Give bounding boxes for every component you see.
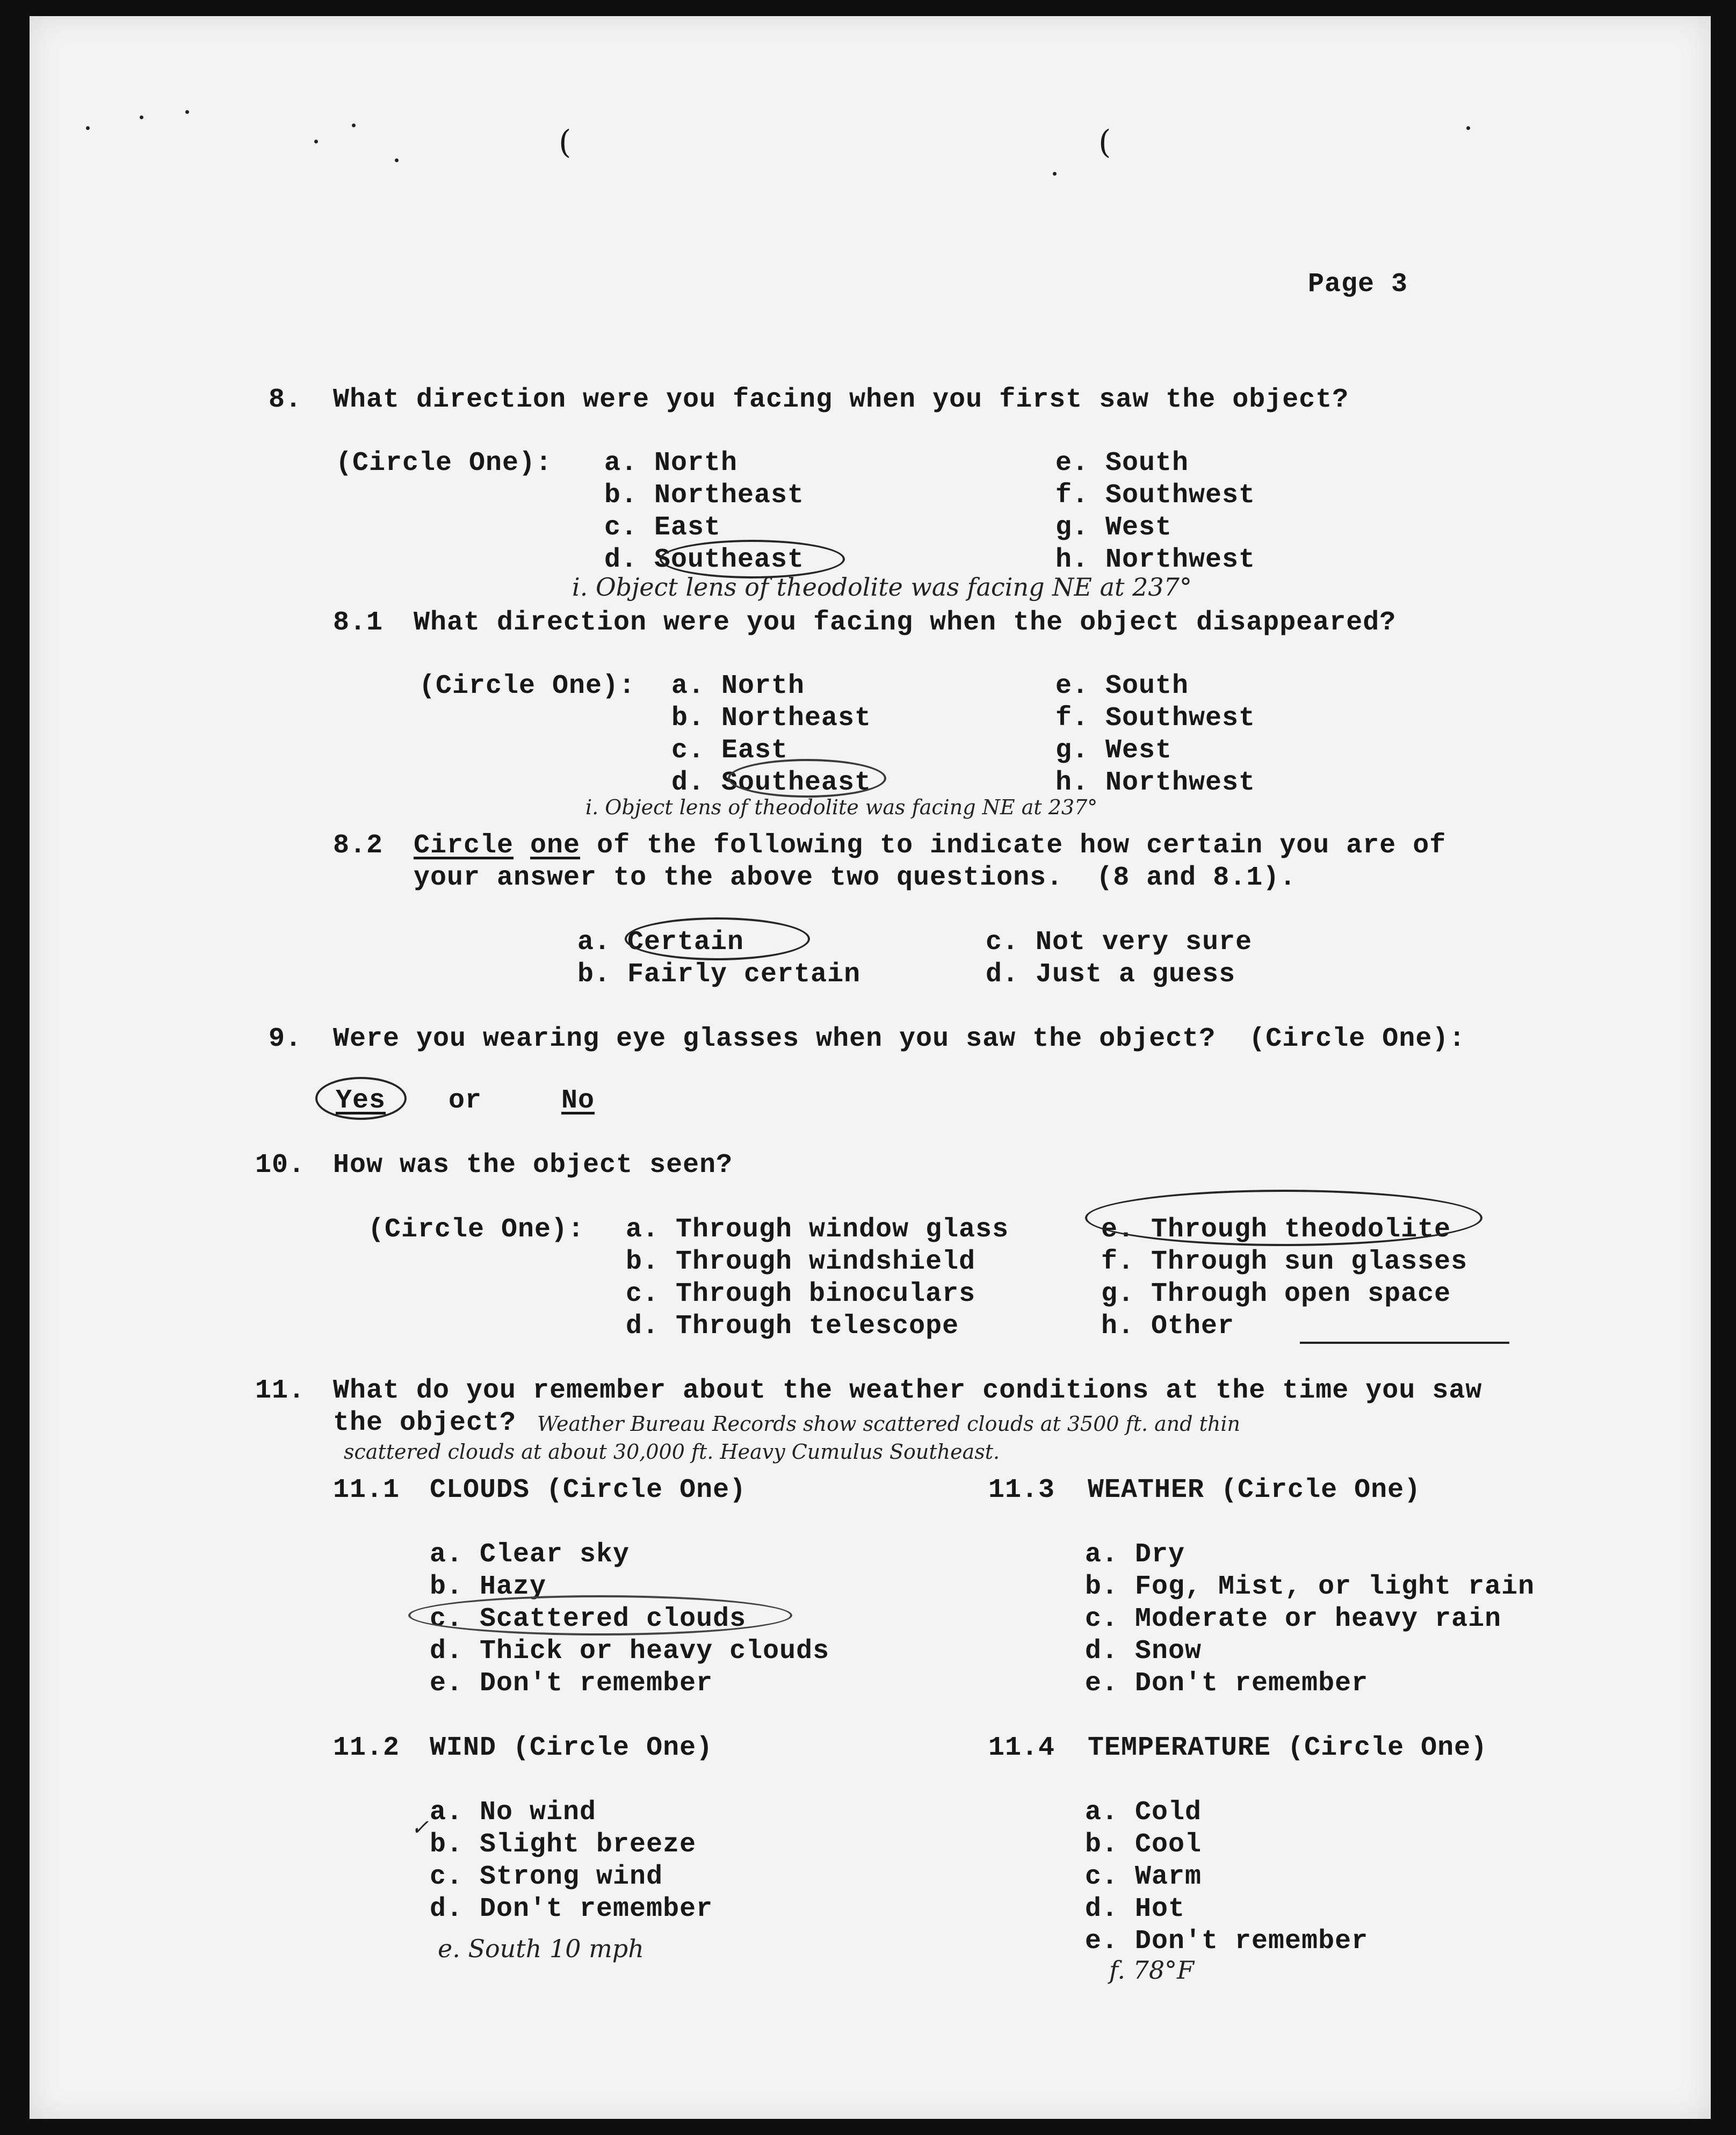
stray-mark	[140, 115, 143, 119]
circled-answer	[728, 759, 886, 798]
question-8-text: What direction were you facing when you first saw the object?	[333, 385, 1349, 415]
tick-mark: ✓	[411, 1815, 429, 1840]
question-11-text-line-1: What do you remember about the weather conditions at the time you saw	[333, 1376, 1482, 1406]
question-8-1-option-d: d. Southeast	[671, 768, 872, 798]
question-8-1-option-c: c. East	[671, 735, 789, 766]
question-8-1-option-a: a. North	[671, 671, 805, 701]
question-8-option-e: e. South	[1055, 448, 1189, 479]
handwritten-wind-note: e. South 10 mph	[438, 1934, 644, 1963]
wind-option-b: b. Slight breeze	[430, 1829, 697, 1860]
clouds-option-b: b. Hazy	[430, 1572, 547, 1602]
wind-option-a: a. No wind	[430, 1797, 597, 1828]
wind-section-title: WIND (Circle One)	[430, 1733, 713, 1763]
question-8-2-option-c: c. Not very sure	[986, 927, 1253, 958]
question-8-option-f: f. Southwest	[1055, 480, 1256, 511]
question-8-1-option-b: b. Northeast	[671, 703, 872, 734]
question-10-option-c: c. Through binoculars	[626, 1279, 976, 1309]
clouds-option-c: c. Scattered clouds	[430, 1604, 747, 1634]
weather-section-title: WEATHER (Circle One)	[1088, 1475, 1421, 1506]
handwritten-note-8: i. Object lens of theodolite was facing NE at 237°	[572, 573, 1192, 602]
question-8-instruction: (Circle One):	[336, 448, 553, 479]
other-blank-line	[1300, 1342, 1509, 1344]
temperature-section-number: 11.4	[988, 1733, 1055, 1763]
wind-option-c: c. Strong wind	[430, 1862, 663, 1892]
handwritten-note-8-1: i. Object lens of theodolite was facing NE at 237°	[585, 795, 1098, 819]
question-8-2-option-a: a. Certain	[577, 927, 744, 958]
temperature-option-d: d. Hot	[1085, 1894, 1185, 1924]
stray-mark	[395, 158, 399, 162]
stray-mark	[352, 124, 356, 127]
wind-option-d: d. Don't remember	[430, 1894, 713, 1924]
question-8-option-a: a. North	[604, 448, 738, 479]
question-8-2-text-rest: of the following to indicate how certain you are of	[580, 830, 1446, 861]
question-8-2-number: 8.2	[333, 830, 384, 861]
question-8-1-text: What direction were you facing when the object disappeared?	[414, 607, 1397, 638]
weather-option-d: d. Snow	[1085, 1636, 1202, 1667]
weather-section-number: 11.3	[988, 1475, 1055, 1506]
stray-mark	[86, 126, 90, 130]
weather-option-b: b. Fog, Mist, or light rain	[1085, 1572, 1535, 1602]
question-10-option-b: b. Through windshield	[626, 1247, 976, 1277]
temperature-section-title: TEMPERATURE (Circle One)	[1088, 1733, 1488, 1763]
question-9-option-no: No	[561, 1085, 595, 1116]
question-9-text: Were you wearing eye glasses when you saw the object? (Circle One):	[333, 1024, 1466, 1054]
temperature-option-e: e. Don't remember	[1085, 1926, 1369, 1957]
handwritten-note-11-line-1: Weather Bureau Records show scattered clouds at 3500 ft. and thin	[537, 1412, 1241, 1436]
clouds-section-title: CLOUDS (Circle One)	[430, 1475, 747, 1506]
handwritten-note-11-line-2: scattered clouds at about 30,000 ft. Heavy Cumulus Southeast.	[344, 1440, 1000, 1464]
circle-word: Circle	[414, 830, 514, 861]
question-8-1-option-h: h. Northwest	[1055, 768, 1256, 798]
question-8-option-c: c. East	[604, 512, 721, 543]
question-10-number: 10.	[255, 1150, 306, 1181]
page-number: Page 3	[1308, 269, 1408, 300]
question-11-number: 11.	[255, 1376, 306, 1406]
temperature-option-a: a. Cold	[1085, 1797, 1202, 1828]
weather-option-e: e. Don't remember	[1085, 1668, 1369, 1699]
weather-option-c: c. Moderate or heavy rain	[1085, 1604, 1502, 1634]
question-8-1-option-e: e. South	[1055, 671, 1189, 701]
question-10-text: How was the object seen?	[333, 1150, 733, 1181]
question-8-option-g: g. West	[1055, 512, 1173, 543]
question-8-1-option-g: g. West	[1055, 735, 1173, 766]
weather-option-a: a. Dry	[1085, 1539, 1185, 1570]
question-8-2-option-b: b. Fairly certain	[577, 959, 861, 990]
clouds-option-a: a. Clear sky	[430, 1539, 630, 1570]
stray-mark	[1053, 172, 1057, 176]
handwritten-temperature-note: f. 78°F	[1109, 1956, 1195, 1985]
wind-section-number: 11.2	[333, 1733, 400, 1763]
question-8-1-instruction: (Circle One):	[419, 671, 636, 701]
stray-mark	[314, 140, 318, 143]
question-10-option-f: f. Through sun glasses	[1101, 1247, 1468, 1277]
question-8-1-option-f: f. Southwest	[1055, 703, 1256, 734]
question-10-option-h: h. Other	[1101, 1311, 1235, 1342]
circled-answer	[625, 917, 810, 960]
hole-punch-mark: (	[559, 124, 572, 161]
question-8-1-number: 8.1	[333, 607, 384, 638]
question-9-option-yes: Yes	[336, 1085, 386, 1116]
question-8-2-text-line-2: your answer to the above two questions. (8 and 8.1).	[414, 863, 1297, 893]
question-10-option-g: g. Through open space	[1101, 1279, 1451, 1309]
clouds-option-e: e. Don't remember	[430, 1668, 713, 1699]
question-8-option-h: h. Northwest	[1055, 545, 1256, 575]
question-10-instruction: (Circle One):	[368, 1214, 585, 1245]
clouds-option-d: d. Thick or heavy clouds	[430, 1636, 830, 1667]
question-9-or: or	[449, 1085, 482, 1116]
question-10-option-a: a. Through window glass	[626, 1214, 1009, 1245]
stray-mark	[1466, 126, 1470, 130]
circled-answer	[408, 1595, 792, 1635]
question-8-option-b: b. Northeast	[604, 480, 805, 511]
question-9-number: 9.	[269, 1024, 302, 1054]
question-11-text-line-2: the object?	[333, 1408, 517, 1438]
circled-answer	[315, 1077, 407, 1120]
scanned-page	[30, 16, 1711, 2119]
question-8-2-option-d: d. Just a guess	[986, 959, 1236, 990]
stray-mark	[185, 110, 189, 114]
hole-punch-mark: (	[1098, 124, 1111, 161]
question-10-option-d: d. Through telescope	[626, 1311, 959, 1342]
temperature-option-c: c. Warm	[1085, 1862, 1202, 1892]
clouds-section-number: 11.1	[333, 1475, 400, 1506]
question-8-number: 8.	[269, 385, 302, 415]
question-8-2-text-line-1	[414, 830, 1446, 862]
question-10-option-e: e. Through theodolite	[1101, 1214, 1451, 1245]
one-word: one	[530, 830, 581, 861]
question-8-option-d: d. Southeast	[604, 545, 805, 575]
temperature-option-b: b. Cool	[1085, 1829, 1202, 1860]
circled-answer	[1085, 1190, 1482, 1246]
